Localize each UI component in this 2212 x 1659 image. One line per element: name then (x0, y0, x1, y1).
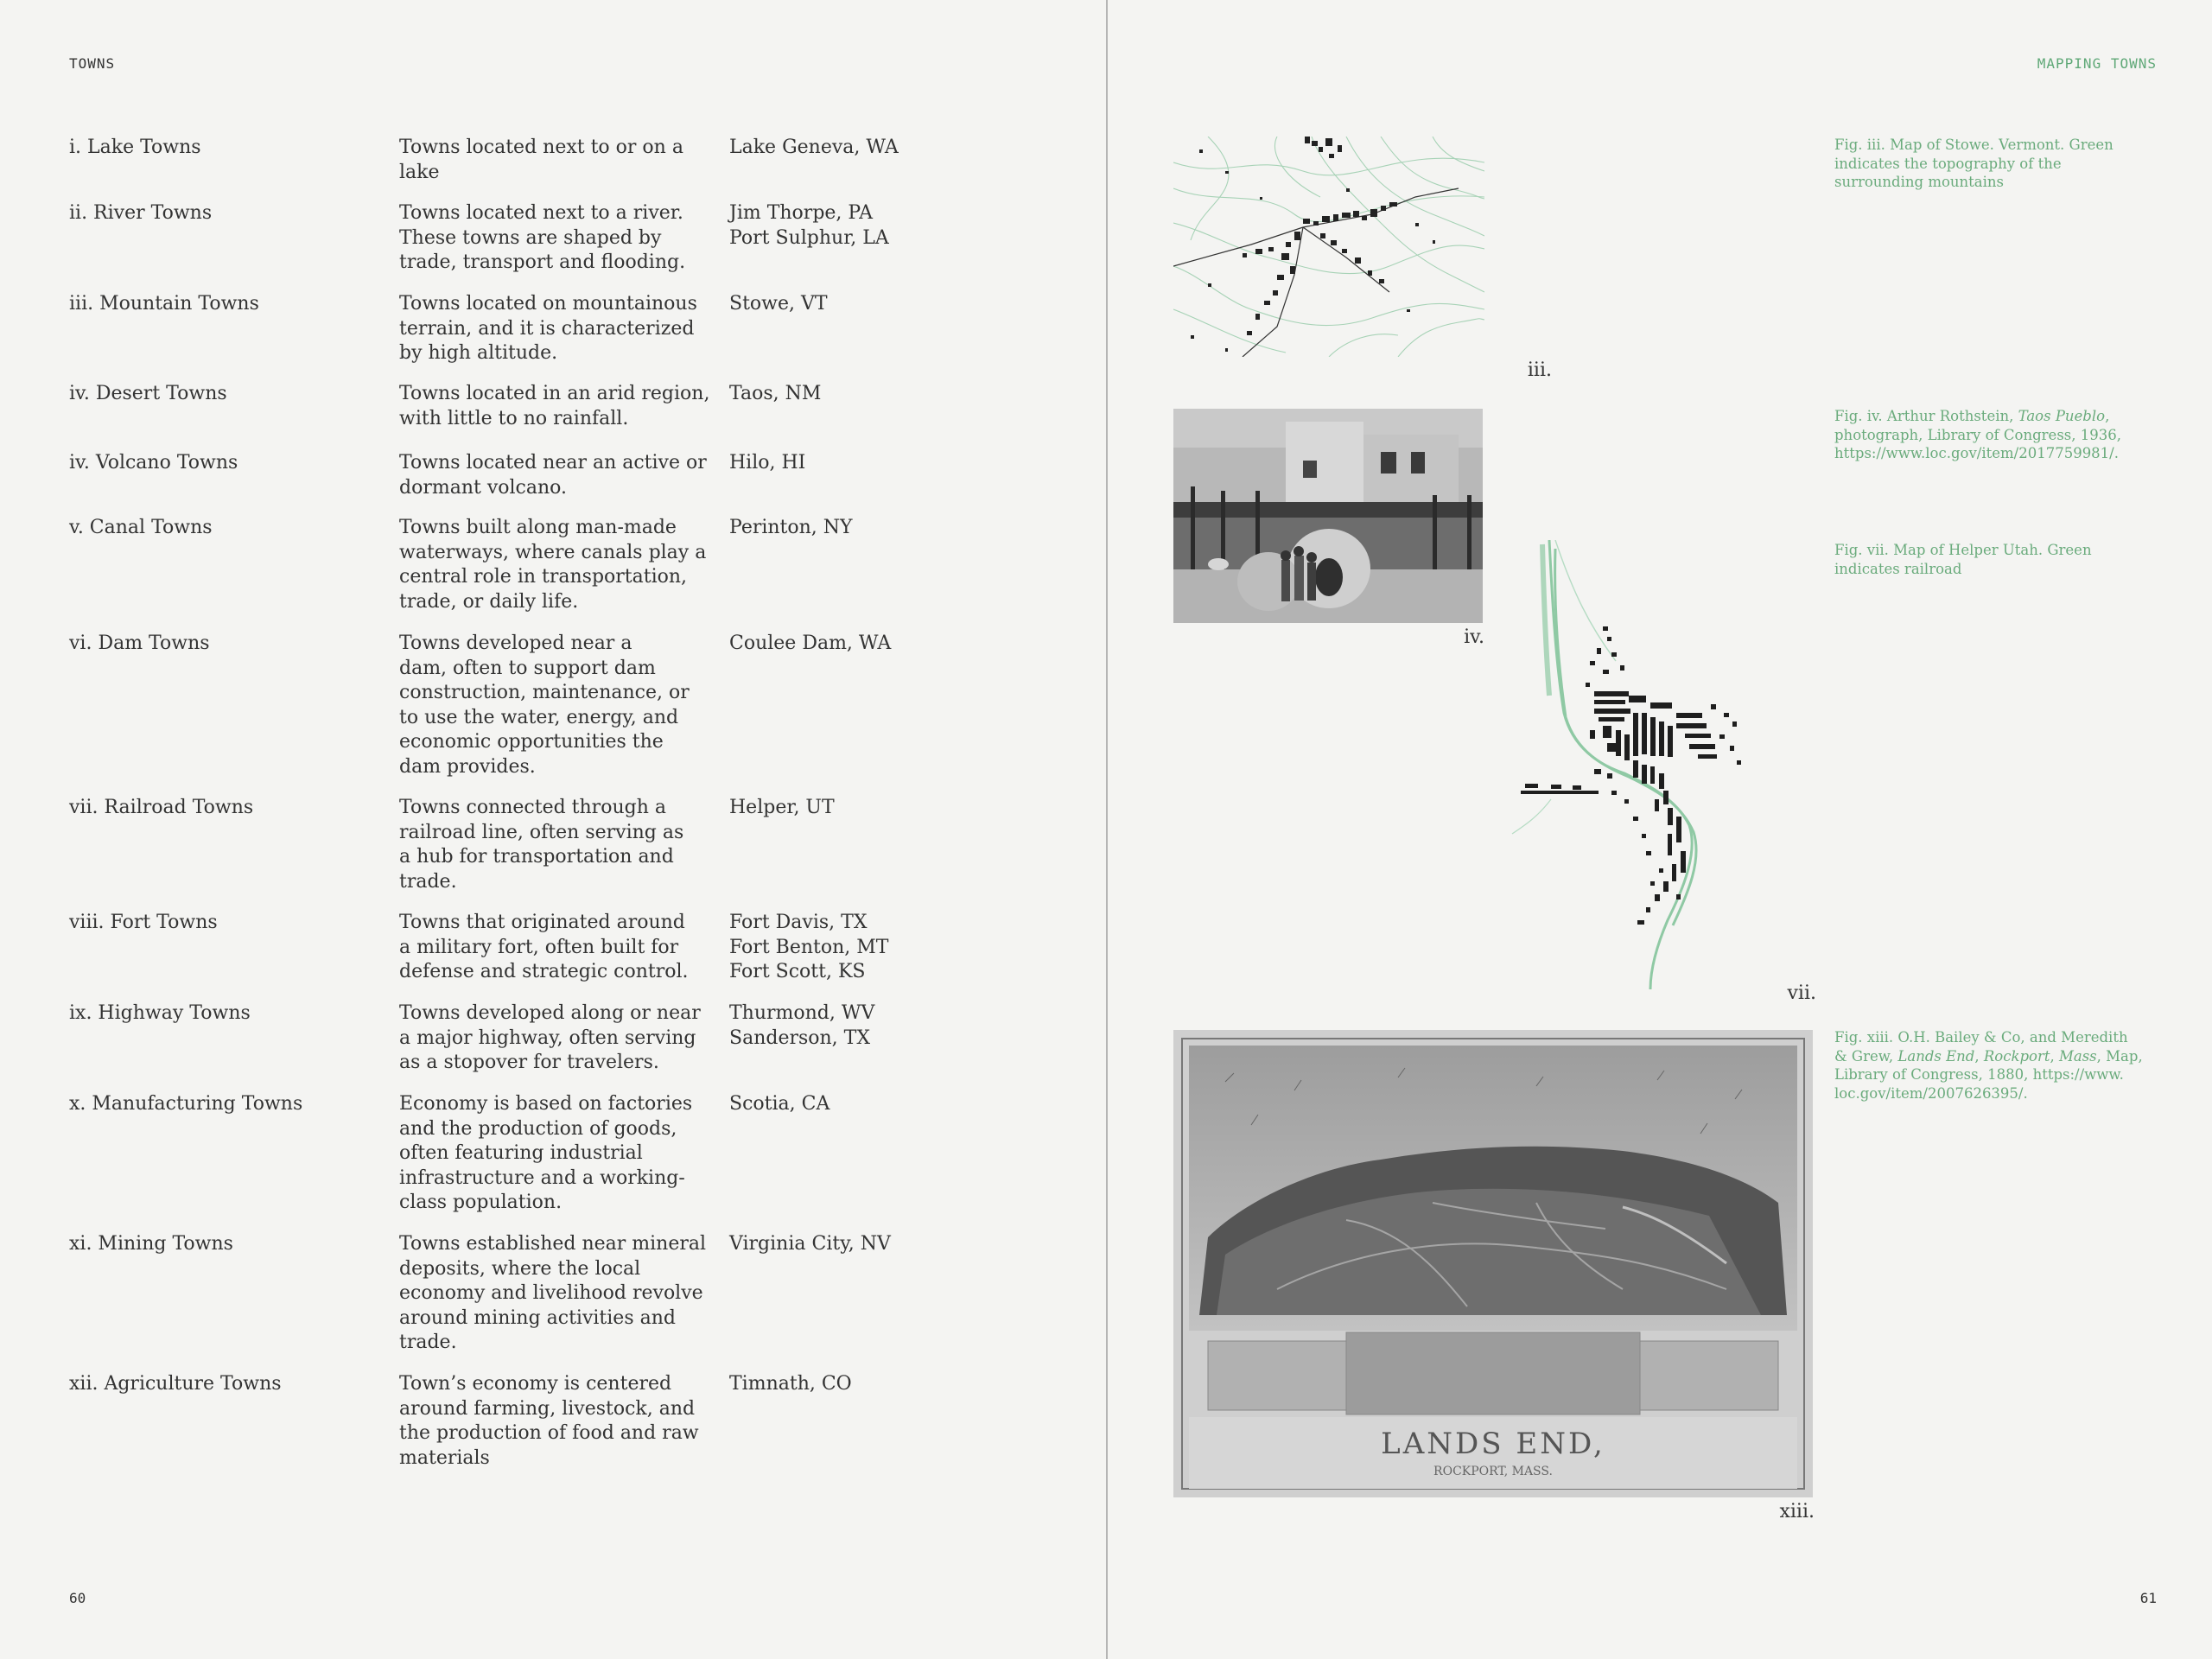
page-number-left: 60 (69, 1590, 86, 1606)
example-place: Virginia City, NV (729, 1233, 891, 1255)
figure-label-vii: vii. (1787, 982, 1816, 1004)
description-line: trade. (399, 1332, 457, 1353)
description-line: the production of food and raw (399, 1422, 699, 1444)
caption-line: Library of Congress, 1880, https://www. (1834, 1066, 2124, 1083)
figure-taos-pueblo-photo (1173, 409, 1484, 648)
page-number-right: 61 (2139, 1590, 2157, 1606)
description-line: Towns located near an active or (399, 452, 707, 474)
example-place: Taos, NM (729, 383, 822, 404)
description-line: Economy is based on factories (399, 1093, 693, 1115)
description-line: central role in transportation, (399, 566, 688, 588)
description-line: around mining activities and (399, 1306, 676, 1329)
running-head-right: MAPPING TOWNS (2037, 55, 2157, 72)
description-line: by high altitude. (399, 342, 558, 364)
description-line: Towns located in an arid region, (399, 383, 710, 404)
stowe-map-graphic (1173, 137, 1484, 357)
caption-italic-title: Rockport (1983, 1047, 2050, 1065)
caption-line: loc.gov/item/2007626395/. (1834, 1084, 2028, 1102)
caption-line: Fig. iii. Map of Stowe. Vermont. Green (1834, 137, 2113, 153)
description-line: and the production of goods, (399, 1117, 677, 1140)
description-line: economy and livelihood revolve (399, 1282, 703, 1304)
figure-lands-end-map (1173, 1030, 1815, 1522)
description-line: lake (399, 161, 440, 183)
description-line: trade, transport and flooding. (399, 251, 686, 273)
figure-helper-utah-map (1503, 540, 1816, 1004)
caption-fig-iv (1834, 407, 2145, 463)
town-type-name: v. Canal Towns (69, 517, 213, 538)
description-line: terrain, and it is characterized (399, 317, 695, 340)
town-type-name: i. Lake Towns (69, 137, 201, 158)
taos-pueblo-photo-graphic (1173, 409, 1483, 623)
description-line: construction, maintenance, or (399, 682, 690, 703)
description-line: Towns developed near a (399, 632, 632, 654)
town-type-name: iv. Desert Towns (69, 383, 227, 404)
caption-line: indicates railroad (1834, 560, 1962, 577)
description-line: Towns located next to or on a (399, 137, 683, 158)
description-line: trade, or daily life. (399, 590, 579, 613)
description-line: These towns are shaped by (399, 226, 662, 249)
town-type-name: viii. Fort Towns (69, 912, 218, 933)
description-line: dam provides. (399, 755, 536, 778)
description-line: Towns connected through a (399, 797, 666, 818)
caption-italic-title: Mass (2058, 1047, 2097, 1065)
figure-label-iv: iv. (1464, 626, 1484, 648)
town-type-name: iv. Volcano Towns (69, 452, 238, 474)
running-head-left: TOWNS (69, 55, 116, 72)
description-line: dormant volcano. (399, 476, 567, 499)
example-place: Lake Geneva, WA (729, 137, 899, 158)
example-place: Perinton, NY (729, 517, 853, 538)
description-line: Towns located next to a river. (399, 202, 683, 224)
example-place: Timnath, CO (729, 1373, 852, 1395)
example-place: Coulee Dam, WA (729, 632, 892, 654)
town-type-name: vi. Dam Towns (69, 632, 210, 654)
caption-fig-vii (1834, 541, 2145, 578)
town-type-name: x. Manufacturing Towns (69, 1093, 303, 1115)
description-line: class population. (399, 1192, 563, 1213)
example-place: Helper, UT (729, 797, 835, 818)
example-place: Fort Benton, MT (729, 936, 889, 958)
description-line: Towns located on mountainous (399, 293, 697, 315)
caption-line: Fig. vii. Map of Helper Utah. Green (1834, 542, 2092, 558)
caption-fig-xiii (1834, 1028, 2145, 1103)
description-line: economic opportunities the (399, 731, 664, 753)
town-type-name: ix. Highway Towns (69, 1002, 251, 1024)
description-line: a military fort, often built for (399, 936, 679, 958)
caption-line: indicates the topography of the (1834, 155, 2062, 172)
example-place: Fort Davis, TX (729, 912, 868, 933)
example-place: Jim Thorpe, PA (729, 202, 874, 224)
town-type-name: vii. Railroad Towns (69, 797, 254, 818)
description-line: railroad line, often serving as (399, 821, 684, 843)
town-type-name: iii. Mountain Towns (69, 293, 259, 315)
figure-label-xiii: xiii. (1779, 1501, 1815, 1522)
description-line: often featuring industrial (399, 1142, 643, 1164)
description-line: with little to no rainfall. (399, 407, 629, 429)
caption-line: & Grew, Lands End, Rockport, Mass, Map, (1834, 1047, 2143, 1065)
description-line: around farming, livestock, and (399, 1397, 696, 1420)
description-line: deposits, where the local (399, 1257, 641, 1280)
caption-line: Fig. iv. Arthur Rothstein, Taos Pueblo, (1834, 408, 2110, 424)
example-place: Scotia, CA (729, 1093, 830, 1115)
description-line: trade. (399, 870, 457, 893)
town-type-name: xi. Mining Towns (69, 1233, 233, 1255)
description-line: Towns developed along or near (399, 1002, 701, 1024)
lands-end-print-subtitle: ROCKPORT, MASS. (1433, 1465, 1553, 1478)
caption-line: surrounding mountains (1834, 174, 2005, 190)
figure-stowe-map (1173, 137, 1552, 381)
caption-fig-iii (1834, 136, 2145, 192)
caption-italic-title: Taos Pueblo (2018, 408, 2106, 424)
description-line: defense and strategic control. (399, 961, 689, 982)
lands-end-print-title: LANDS END, (1381, 1427, 1605, 1461)
description-line: as a stopover for travelers. (399, 1052, 659, 1073)
description-line: Towns built along man-made (399, 517, 677, 538)
caption-italic-title: Lands End (1897, 1047, 1975, 1065)
description-line: a major highway, often serving (399, 1027, 696, 1049)
example-place: Stowe, VT (729, 293, 828, 315)
caption-line: Fig. xiii. O.H. Bailey & Co, and Meredith (1834, 1029, 2128, 1046)
figure-label-iii: iii. (1527, 359, 1552, 381)
lands-end-print-graphic (1173, 1030, 1813, 1497)
example-place: Hilo, HI (729, 452, 806, 474)
description-line: waterways, where canals play a (399, 541, 707, 563)
description-line: dam, often to support dam (399, 657, 656, 679)
example-place: Thurmond, WV (729, 1002, 875, 1024)
description-line: Towns that originated around (399, 912, 685, 933)
description-line: Town’s economy is centered (399, 1373, 672, 1395)
caption-line: photograph, Library of Congress, 1936, (1834, 426, 2121, 443)
description-line: materials (399, 1446, 490, 1469)
description-line: Towns established near mineral (399, 1233, 707, 1255)
town-type-name: ii. River Towns (69, 202, 213, 224)
caption-line: https://www.loc.gov/item/2017759981/. (1834, 445, 2119, 461)
helper-utah-map-graphic (1503, 540, 1806, 989)
description-line: infrastructure and a working- (399, 1166, 685, 1189)
description-line: to use the water, energy, and (399, 706, 679, 728)
town-type-name: xii. Agriculture Towns (69, 1373, 282, 1395)
example-place: Sanderson, TX (729, 1027, 871, 1049)
description-line: a hub for transportation and (399, 846, 674, 868)
example-place: Fort Scott, KS (729, 961, 866, 982)
example-place: Port Sulphur, LA (729, 226, 889, 249)
